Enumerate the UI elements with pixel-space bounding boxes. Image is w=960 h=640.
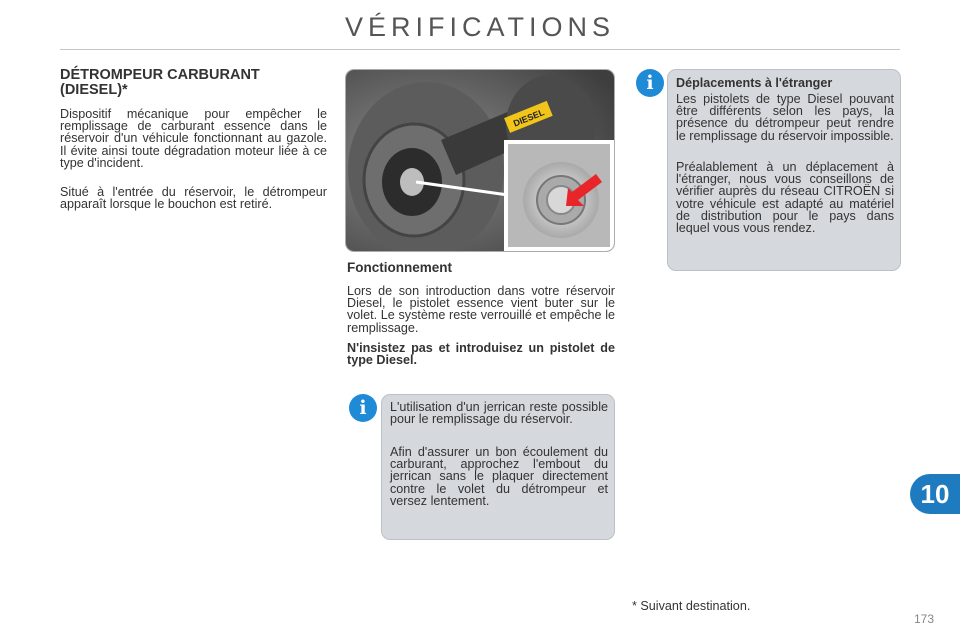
diesel-label: DIESEL — [511, 107, 546, 129]
fuel-filler-photo — [345, 69, 615, 252]
info-box-paragraph: Préalablement à un déplacement à l'étranger, nous vous conseillons de vérifier auprès du réseau CITROËN si votre véhicule est adapté au matériel de distribution pour le pays dans lequel vous vous rendez. — [676, 160, 894, 236]
info-icon: i — [349, 394, 377, 422]
intro-paragraph: Dispositif mécanique pour empêcher le remplissage de carburant essence dans le réservoir d'un véhicule fonctionnant au gazole. Il évite ainsi toute dégradation moteur liée à ce type d'incident. — [60, 107, 327, 170]
section-heading: DÉTROMPEUR CARBURANT (DIESEL)* — [60, 67, 260, 98]
footnote: * Suivant destination. — [632, 599, 751, 613]
info-box-jerrican — [381, 394, 615, 540]
fonctionnement-paragraph: Lors de son introduction dans votre réservoir Diesel, le pistolet essence vient buter sur le volet. Le système reste verrouillé et empêche le remplissage. — [347, 284, 615, 335]
page-title: VÉRIFICATIONS — [344, 12, 616, 42]
info-box-paragraph: Les pistolets de type Diesel pouvant être différents selon les pays, la présence du détrompeur peut rendre le remplissage du réservoir impossible. — [676, 92, 894, 143]
info-icon: i — [636, 69, 664, 97]
fuel-filler-illustration — [346, 70, 614, 251]
location-paragraph: Situé à l'entrée du réservoir, le détrompeur apparaît lorsque le bouchon est retiré. — [60, 185, 327, 212]
fonctionnement-warning: N'insistez pas et introduisez un pistolet de type Diesel. — [347, 341, 615, 368]
info-box-etranger — [667, 69, 901, 271]
info-box-paragraph: L'utilisation d'un jerrican reste possible pour le remplissage du réservoir. — [390, 400, 608, 427]
info-box-title: Déplacements à l'étranger — [676, 76, 833, 90]
chapter-tab[interactable]: 10 — [910, 474, 960, 514]
fonctionnement-heading: Fonctionnement — [347, 260, 452, 275]
page-number: 173 — [914, 612, 935, 626]
info-box-paragraph: Afin d'assurer un bon écoulement du carburant, approchez l'embout du jerrican sans le plaquer directement contre le volet du détrompeur et versez lentement. — [390, 445, 608, 508]
title-divider — [60, 49, 900, 50]
